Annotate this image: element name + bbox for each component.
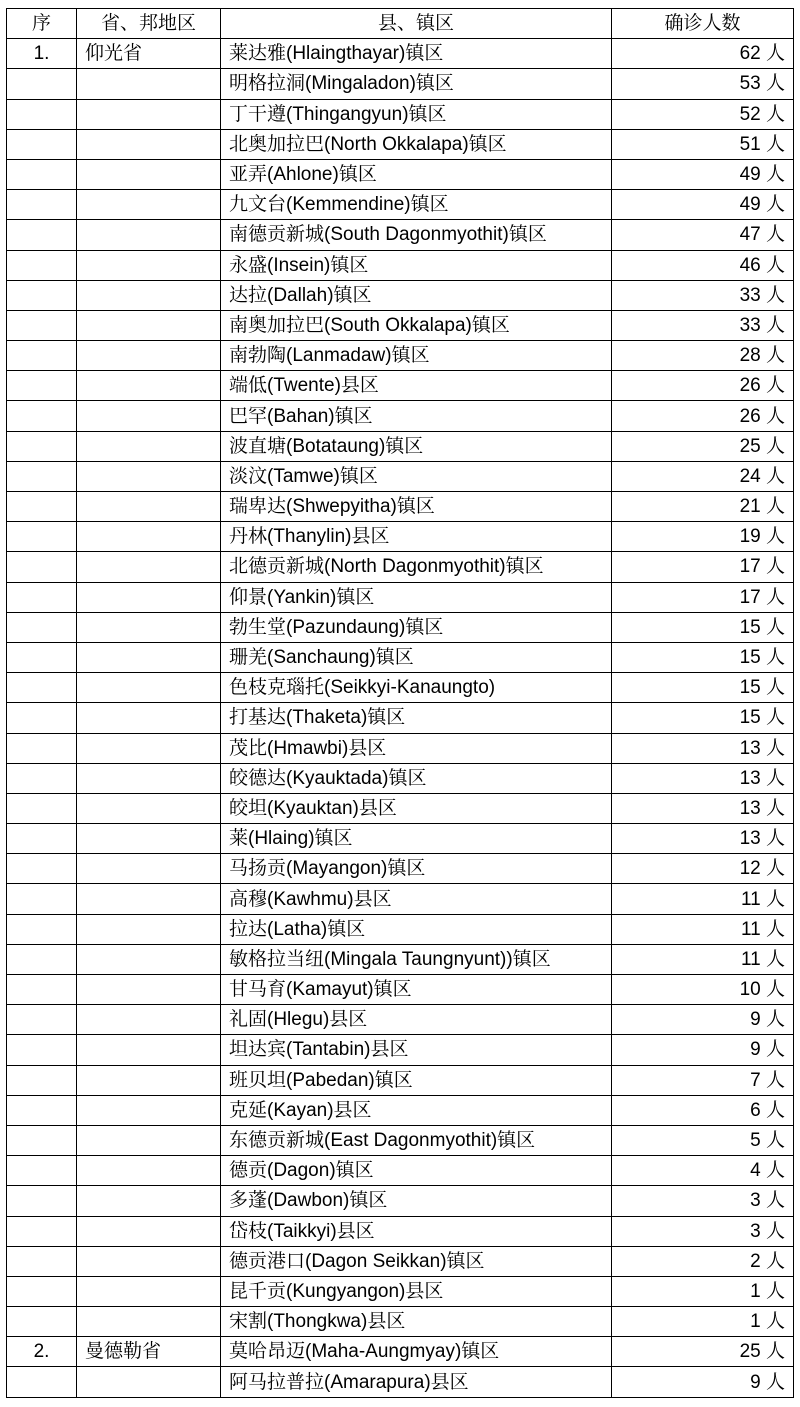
table-row	[7, 703, 794, 733]
township-cell: 敏格拉当纽(Mingala Taungnyunt))镇区	[221, 944, 612, 974]
idx-cell	[7, 1156, 77, 1186]
province-cell	[77, 673, 221, 703]
province-cell	[77, 431, 221, 461]
idx-cell	[7, 673, 77, 703]
idx-cell	[7, 1065, 77, 1095]
table-row	[7, 612, 794, 642]
count-cell: 19 人	[612, 522, 794, 552]
count-cell: 28 人	[612, 341, 794, 371]
idx-cell	[7, 371, 77, 401]
province-cell	[77, 522, 221, 552]
count-cell: 11 人	[612, 944, 794, 974]
township-cell: 南勃陶(Lanmadaw)镇区	[221, 341, 612, 371]
count-cell: 17 人	[612, 582, 794, 612]
count-cell: 4 人	[612, 1156, 794, 1186]
table-row	[7, 1186, 794, 1216]
province-cell	[77, 220, 221, 250]
count-cell: 33 人	[612, 280, 794, 310]
province-cell	[77, 1125, 221, 1155]
province-cell	[77, 854, 221, 884]
township-cell: 岱枝(Taikkyi)县区	[221, 1216, 612, 1246]
township-cell: 坦达宾(Tantabin)县区	[221, 1035, 612, 1065]
count-cell: 13 人	[612, 824, 794, 854]
idx-cell	[7, 1307, 77, 1337]
count-cell: 13 人	[612, 763, 794, 793]
township-cell: 皎坦(Kyauktan)县区	[221, 793, 612, 823]
idx-cell	[7, 944, 77, 974]
count-cell: 53 人	[612, 69, 794, 99]
idx-cell	[7, 1035, 77, 1065]
count-cell: 9 人	[612, 1367, 794, 1397]
count-cell: 11 人	[612, 884, 794, 914]
idx-cell	[7, 975, 77, 1005]
count-cell: 62 人	[612, 39, 794, 69]
count-cell: 49 人	[612, 190, 794, 220]
township-cell: 明格拉洞(Mingaladon)镇区	[221, 69, 612, 99]
table-row	[7, 1005, 794, 1035]
count-cell: 7 人	[612, 1065, 794, 1095]
township-cell: 马扬贡(Mayangon)镇区	[221, 854, 612, 884]
idx-cell	[7, 250, 77, 280]
province-cell	[77, 1156, 221, 1186]
province-cell	[77, 190, 221, 220]
header-idx: 序	[7, 9, 77, 39]
table-row	[7, 582, 794, 612]
table-row	[7, 642, 794, 672]
count-cell: 49 人	[612, 159, 794, 189]
table-row	[7, 552, 794, 582]
township-cell: 仰景(Yankin)镇区	[221, 582, 612, 612]
count-cell: 9 人	[612, 1035, 794, 1065]
idx-cell	[7, 884, 77, 914]
table-row	[7, 824, 794, 854]
township-cell: 高穆(Kawhmu)县区	[221, 884, 612, 914]
count-cell: 1 人	[612, 1307, 794, 1337]
township-cell: 莫哈昂迈(Maha-Aungmyay)镇区	[221, 1337, 612, 1367]
idx-cell	[7, 854, 77, 884]
count-cell: 3 人	[612, 1216, 794, 1246]
township-cell: 瑞卑达(Shwepyitha)镇区	[221, 492, 612, 522]
township-cell: 茂比(Hmawbi)县区	[221, 733, 612, 763]
table-row	[7, 69, 794, 99]
province-cell	[77, 1367, 221, 1397]
count-cell: 15 人	[612, 673, 794, 703]
idx-cell	[7, 1125, 77, 1155]
count-cell: 33 人	[612, 310, 794, 340]
township-cell: 巴罕(Bahan)镇区	[221, 401, 612, 431]
count-cell: 51 人	[612, 129, 794, 159]
township-cell: 昆千贡(Kungyangon)县区	[221, 1276, 612, 1306]
header-count: 确诊人数	[612, 9, 794, 39]
township-cell: 九文台(Kemmendine)镇区	[221, 190, 612, 220]
province-cell	[77, 371, 221, 401]
count-cell: 13 人	[612, 733, 794, 763]
idx-cell	[7, 763, 77, 793]
township-cell: 淡汶(Tamwe)镇区	[221, 461, 612, 491]
province-cell	[77, 1186, 221, 1216]
table-row	[7, 1065, 794, 1095]
province-cell	[77, 914, 221, 944]
township-cell: 丹林(Thanylin)县区	[221, 522, 612, 552]
table-row	[7, 461, 794, 491]
count-cell: 25 人	[612, 431, 794, 461]
table-row	[7, 763, 794, 793]
township-cell: 丁干遵(Thingangyun)镇区	[221, 99, 612, 129]
province-cell	[77, 99, 221, 129]
township-cell: 永盛(Insein)镇区	[221, 250, 612, 280]
header-province: 省、邦地区	[77, 9, 221, 39]
township-cell: 多蓬(Dawbon)镇区	[221, 1186, 612, 1216]
idx-cell	[7, 431, 77, 461]
idx-cell	[7, 1367, 77, 1397]
table-row	[7, 129, 794, 159]
province-cell	[77, 1276, 221, 1306]
count-cell: 17 人	[612, 552, 794, 582]
table-row	[7, 220, 794, 250]
table-row	[7, 280, 794, 310]
township-cell: 宋割(Thongkwa)县区	[221, 1307, 612, 1337]
count-cell: 3 人	[612, 1186, 794, 1216]
province-cell	[77, 763, 221, 793]
township-cell: 南奥加拉巴(South Okkalapa)镇区	[221, 310, 612, 340]
province-cell	[77, 1005, 221, 1035]
province-cell	[77, 582, 221, 612]
count-cell: 2 人	[612, 1246, 794, 1276]
count-cell: 24 人	[612, 461, 794, 491]
table-row	[7, 944, 794, 974]
province-cell	[77, 1216, 221, 1246]
count-cell: 11 人	[612, 914, 794, 944]
province-cell	[77, 129, 221, 159]
idx-cell	[7, 461, 77, 491]
idx-cell	[7, 1095, 77, 1125]
township-cell: 拉达(Latha)镇区	[221, 914, 612, 944]
province-cell	[77, 1035, 221, 1065]
count-cell: 15 人	[612, 642, 794, 672]
township-cell: 德贡(Dagon)镇区	[221, 1156, 612, 1186]
township-cell: 北奥加拉巴(North Okkalapa)镇区	[221, 129, 612, 159]
table-row	[7, 39, 794, 69]
table-row	[7, 673, 794, 703]
idx-cell	[7, 1216, 77, 1246]
province-cell	[77, 1307, 221, 1337]
province-cell	[77, 944, 221, 974]
table-row	[7, 1367, 794, 1397]
count-cell: 47 人	[612, 220, 794, 250]
province-cell	[77, 1065, 221, 1095]
table-row	[7, 431, 794, 461]
table-row	[7, 371, 794, 401]
township-cell: 甘马育(Kamayut)镇区	[221, 975, 612, 1005]
province-cell	[77, 492, 221, 522]
idx-cell	[7, 341, 77, 371]
table-row	[7, 341, 794, 371]
count-cell: 1 人	[612, 1276, 794, 1306]
idx-cell: 2.	[7, 1337, 77, 1367]
table-row	[7, 1156, 794, 1186]
idx-cell	[7, 793, 77, 823]
count-cell: 26 人	[612, 401, 794, 431]
township-cell: 皎德达(Kyauktada)镇区	[221, 763, 612, 793]
idx-cell	[7, 1246, 77, 1276]
idx-cell	[7, 69, 77, 99]
idx-cell	[7, 914, 77, 944]
province-cell	[77, 642, 221, 672]
idx-cell	[7, 582, 77, 612]
township-cell: 色枝克瑙托(Seikkyi-Kanaungto)	[221, 673, 612, 703]
count-cell: 46 人	[612, 250, 794, 280]
province-cell	[77, 1246, 221, 1276]
province-cell	[77, 341, 221, 371]
idx-cell	[7, 1276, 77, 1306]
header-row	[7, 9, 794, 39]
table-row	[7, 1337, 794, 1367]
township-cell: 北德贡新城(North Dagonmyothit)镇区	[221, 552, 612, 582]
province-cell	[77, 552, 221, 582]
count-cell: 21 人	[612, 492, 794, 522]
township-cell: 珊羌(Sanchaung)镇区	[221, 642, 612, 672]
count-cell: 9 人	[612, 1005, 794, 1035]
province-cell	[77, 612, 221, 642]
table-row	[7, 1276, 794, 1306]
table-row	[7, 190, 794, 220]
table-row	[7, 250, 794, 280]
idx-cell	[7, 642, 77, 672]
township-cell: 勃生堂(Pazundaung)镇区	[221, 612, 612, 642]
table-row	[7, 401, 794, 431]
province-cell	[77, 401, 221, 431]
idx-cell	[7, 190, 77, 220]
province-cell: 仰光省	[77, 39, 221, 69]
township-cell: 莱(Hlaing)镇区	[221, 824, 612, 854]
table-row	[7, 793, 794, 823]
table-row	[7, 159, 794, 189]
province-cell: 曼德勒省	[77, 1337, 221, 1367]
header-township: 县、镇区	[221, 9, 612, 39]
idx-cell	[7, 280, 77, 310]
table-row	[7, 1216, 794, 1246]
idx-cell	[7, 1005, 77, 1035]
count-cell: 26 人	[612, 371, 794, 401]
idx-cell	[7, 220, 77, 250]
idx-cell	[7, 310, 77, 340]
table-row	[7, 1095, 794, 1125]
township-cell: 南德贡新城(South Dagonmyothit)镇区	[221, 220, 612, 250]
province-cell	[77, 310, 221, 340]
township-cell: 阿马拉普拉(Amarapura)县区	[221, 1367, 612, 1397]
table-row	[7, 310, 794, 340]
idx-cell	[7, 1186, 77, 1216]
table-row	[7, 914, 794, 944]
province-cell	[77, 703, 221, 733]
township-cell: 班贝坦(Pabedan)镇区	[221, 1065, 612, 1095]
province-cell	[77, 733, 221, 763]
idx-cell	[7, 159, 77, 189]
count-cell: 12 人	[612, 854, 794, 884]
table-row	[7, 733, 794, 763]
idx-cell	[7, 129, 77, 159]
township-cell: 亚弄(Ahlone)镇区	[221, 159, 612, 189]
table-row	[7, 854, 794, 884]
province-cell	[77, 824, 221, 854]
table-row	[7, 1246, 794, 1276]
township-cell: 克延(Kayan)县区	[221, 1095, 612, 1125]
province-cell	[77, 159, 221, 189]
table-row	[7, 522, 794, 552]
township-cell: 东德贡新城(East Dagonmyothit)镇区	[221, 1125, 612, 1155]
township-cell: 端低(Twente)县区	[221, 371, 612, 401]
idx-cell	[7, 612, 77, 642]
township-cell: 波直塘(Botataung)镇区	[221, 431, 612, 461]
cases-table	[6, 8, 794, 1398]
township-cell: 莱达雅(Hlaingthayar)镇区	[221, 39, 612, 69]
township-cell: 德贡港口(Dagon Seikkan)镇区	[221, 1246, 612, 1276]
township-cell: 打基达(Thaketa)镇区	[221, 703, 612, 733]
table-row	[7, 99, 794, 129]
province-cell	[77, 793, 221, 823]
province-cell	[77, 975, 221, 1005]
table-row	[7, 492, 794, 522]
idx-cell	[7, 733, 77, 763]
idx-cell: 1.	[7, 39, 77, 69]
province-cell	[77, 1095, 221, 1125]
idx-cell	[7, 824, 77, 854]
count-cell: 10 人	[612, 975, 794, 1005]
township-cell: 礼固(Hlegu)县区	[221, 1005, 612, 1035]
count-cell: 15 人	[612, 703, 794, 733]
province-cell	[77, 280, 221, 310]
table-row	[7, 1307, 794, 1337]
count-cell: 25 人	[612, 1337, 794, 1367]
count-cell: 13 人	[612, 793, 794, 823]
count-cell: 6 人	[612, 1095, 794, 1125]
province-cell	[77, 250, 221, 280]
count-cell: 5 人	[612, 1125, 794, 1155]
count-cell: 52 人	[612, 99, 794, 129]
idx-cell	[7, 552, 77, 582]
township-cell: 达拉(Dallah)镇区	[221, 280, 612, 310]
table-row	[7, 884, 794, 914]
table-row	[7, 1035, 794, 1065]
province-cell	[77, 884, 221, 914]
count-cell: 15 人	[612, 612, 794, 642]
province-cell	[77, 69, 221, 99]
idx-cell	[7, 522, 77, 552]
table-row	[7, 975, 794, 1005]
table-body	[7, 39, 794, 1397]
province-cell	[77, 461, 221, 491]
idx-cell	[7, 401, 77, 431]
idx-cell	[7, 492, 77, 522]
table-row	[7, 1125, 794, 1155]
idx-cell	[7, 99, 77, 129]
idx-cell	[7, 703, 77, 733]
table-header	[7, 9, 794, 39]
